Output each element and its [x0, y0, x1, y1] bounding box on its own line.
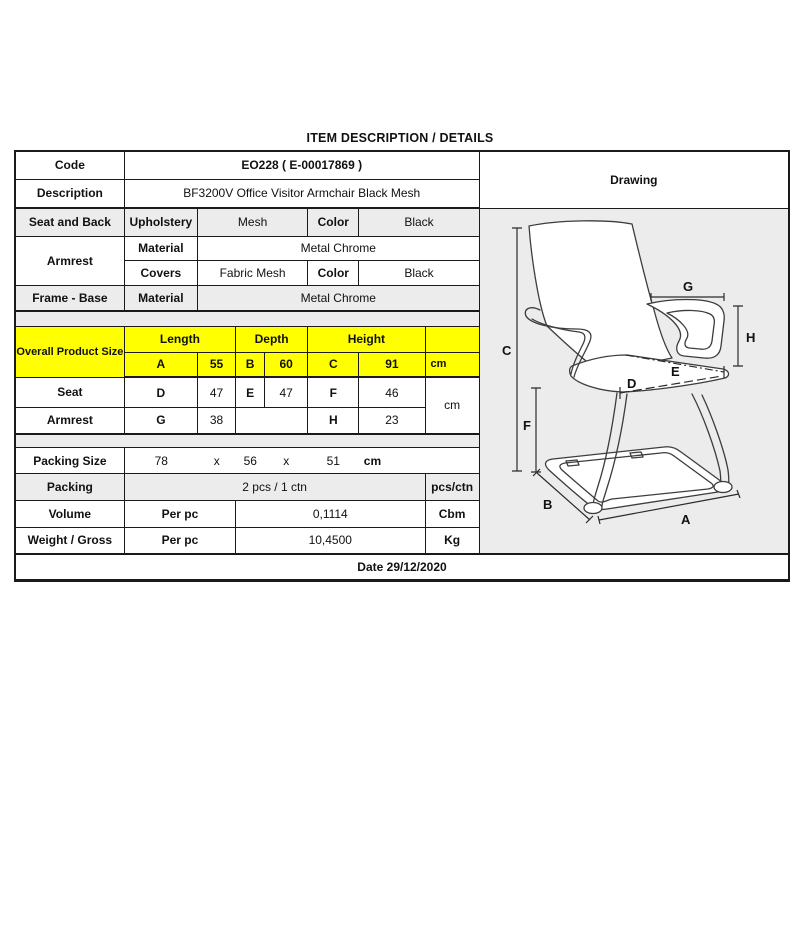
volume-label: Volume: [15, 501, 124, 528]
drawing-header: Drawing: [479, 151, 789, 208]
spec-table: [14, 150, 790, 582]
frame-material-value: Metal Chrome: [197, 286, 479, 311]
drawing-cell: [479, 208, 789, 554]
dim-label-f: F: [522, 417, 531, 433]
unit-header-blank: [425, 327, 479, 353]
armrest-covers-value: Fabric Mesh: [197, 261, 307, 286]
dim-g: G: [124, 408, 197, 434]
armrest-material-label: Material: [124, 236, 197, 261]
overall-size-header: Overall Product Size: [15, 327, 124, 378]
weight-value: 10,4500: [236, 528, 425, 554]
volume-unit: Cbm: [425, 501, 479, 528]
packing-depth: 56: [243, 453, 257, 468]
spec-sheet: [14, 131, 786, 582]
depth-header: Depth: [236, 327, 308, 353]
armrest-row-label: Armrest: [15, 408, 124, 434]
packing-size-unit: cm: [363, 453, 382, 468]
times-separator: x: [283, 453, 290, 468]
seat-row-label: Seat: [15, 377, 124, 408]
upholstery-label: Upholstery: [124, 208, 197, 236]
packing-height: 51: [326, 453, 340, 468]
dim-h: H: [308, 408, 359, 434]
chair-dimension-drawing: [480, 209, 789, 550]
packing-length: 78: [154, 453, 168, 468]
dim-d-value: 47: [197, 377, 235, 408]
length-header: Length: [124, 327, 235, 353]
armrest-material-value: Metal Chrome: [197, 236, 479, 261]
left-foot: [584, 502, 602, 513]
dim-c: C: [308, 352, 359, 377]
dim-label-d: D: [626, 375, 637, 391]
dim-h-value: 23: [359, 408, 425, 434]
overall-unit: cm: [425, 352, 479, 377]
dim-line-h: [733, 306, 743, 366]
weight-per-pc: Per pc: [124, 528, 235, 554]
armrest-label: Armrest: [15, 236, 124, 286]
dim-label-e: E: [670, 363, 680, 379]
packing-size-value: [124, 448, 479, 474]
frame-material-label: Material: [124, 286, 197, 311]
page-title: ITEM DESCRIPTION / DETAILS: [306, 131, 494, 145]
dim-f: F: [308, 377, 359, 408]
packing-unit: pcs/ctn: [425, 474, 479, 501]
seat-armrest-unit: cm: [425, 377, 479, 434]
times-separator: x: [213, 453, 220, 468]
armrest-color-label: Color: [308, 261, 359, 286]
dim-e: E: [236, 377, 265, 408]
chair-outline: [522, 220, 732, 513]
height-header: Height: [308, 327, 425, 353]
dim-g-value: 38: [197, 408, 235, 434]
code-value: EO228 ( E-00017869 ): [124, 151, 479, 179]
weight-unit: Kg: [425, 528, 479, 554]
dim-a-value: 55: [197, 352, 235, 377]
armrest-covers-label: Covers: [124, 261, 197, 286]
seat-back-label: Seat and Back: [15, 208, 124, 236]
frame-base-label: Frame - Base: [15, 286, 124, 311]
seat: [569, 355, 728, 392]
spacer-row: [15, 434, 479, 448]
packing-size-label: Packing Size: [15, 448, 124, 474]
dim-label-b: B: [542, 496, 553, 512]
date-row: Date 29/12/2020: [15, 554, 789, 581]
dim-label-h: H: [745, 329, 756, 345]
dim-label-a: A: [680, 511, 691, 527]
packing-value: 2 pcs / 1 ctn: [124, 474, 425, 501]
dim-d: D: [124, 377, 197, 408]
dim-f-value: 46: [359, 377, 425, 408]
spacer-row: [15, 311, 479, 327]
code-label: Code: [15, 151, 124, 179]
dim-blank: [236, 408, 308, 434]
volume-value: 0,1114: [236, 501, 425, 528]
seat-back-color-value: Black: [359, 208, 479, 236]
right-foot: [714, 481, 732, 492]
dim-label-c: C: [501, 342, 512, 358]
dim-line-c: [512, 228, 522, 471]
packing-dimensions: [125, 454, 479, 468]
dim-e-value: 47: [265, 377, 308, 408]
description-value: BF3200V Office Visitor Armchair Black Mesh: [124, 179, 479, 208]
packing-label: Packing: [15, 474, 124, 501]
backrest: [529, 220, 672, 364]
upholstery-value: Mesh: [197, 208, 307, 236]
dim-b-value: 60: [265, 352, 308, 377]
dim-label-g: G: [682, 278, 693, 294]
description-label: Description: [15, 179, 124, 208]
dim-line-f: [531, 388, 541, 472]
armrest-color-value: Black: [359, 261, 479, 286]
dim-a: A: [124, 352, 197, 377]
volume-per-pc: Per pc: [124, 501, 235, 528]
dim-c-value: 91: [359, 352, 425, 377]
dim-b: B: [236, 352, 265, 377]
weight-label: Weight / Gross: [15, 528, 124, 554]
seat-back-color-label: Color: [308, 208, 359, 236]
